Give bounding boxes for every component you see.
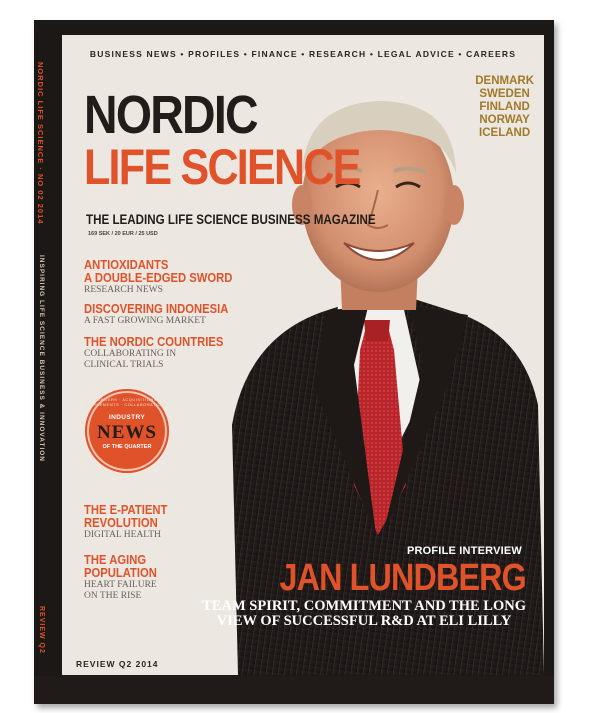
country-item: NORWAY <box>479 114 530 126</box>
spine-tagline: INSPIRING LIFE SCIENCE BUSINESS & INNOVATION <box>38 255 45 462</box>
masthead-line2: LIFE SCIENCE <box>84 139 360 195</box>
profile-name: JAN LUNDBERG <box>279 557 526 599</box>
headline-title: A DOUBLE-EDGED SWORD <box>84 271 233 285</box>
country-item: ICELAND <box>479 127 531 139</box>
headline-subtitle: DIGITAL HEALTH <box>84 530 161 540</box>
country-item: FINLAND <box>479 101 530 113</box>
badge-ring-text: MERGERS · ACQUISITIONS · AGREEMENTS · COLLABORATIONS <box>86 397 168 407</box>
badge-bottom-text: OF THE QUARTER <box>102 444 152 450</box>
headline-title: ANTIOXIDANTS <box>84 258 169 272</box>
country-item: SWEDEN <box>479 88 530 100</box>
headline-subtitle: ON THE RISE <box>84 590 142 601</box>
masthead-line1: NORDIC <box>84 85 257 145</box>
headline-title: THE NORDIC COUNTRIES <box>84 335 224 349</box>
profile-subtitle-line: VIEW OF SUCCESSFUL R&D AT ELI LILLY <box>216 613 512 629</box>
cover-headline <box>84 259 249 296</box>
headline-title: DISCOVERING INDONESIA <box>84 302 229 316</box>
country-item: DENMARK <box>475 75 534 87</box>
headline-title: REVOLUTION <box>84 516 158 530</box>
headline-subtitle: RESEARCH NEWS <box>84 285 163 295</box>
magazine-cover <box>62 35 544 675</box>
spine-issue: REVIEW Q2 <box>38 606 45 654</box>
cover-headline <box>84 504 177 541</box>
spine-title: NORDIC LIFE SCIENCE · NO 02 2014 <box>36 62 45 225</box>
headline-title: THE AGING <box>84 553 147 567</box>
profile-subtitle <box>202 599 526 629</box>
country-list <box>475 75 534 140</box>
magazine-bottom-edge <box>34 676 554 704</box>
issue-label: REVIEW Q2 2014 <box>76 659 159 669</box>
section-nav: BUSINESS NEWS • PROFILES • FINANCE • RESEARCH • LEGAL ADVICE • CAREERS <box>89 49 517 59</box>
badge-top-text: INDUSTRY <box>108 414 146 421</box>
industry-news-badge <box>85 389 169 473</box>
badge-main-text: NEWS <box>97 422 157 443</box>
headline-subtitle: CLINICAL TRIALS <box>84 359 164 370</box>
headline-subtitle: A FAST GROWING MARKET <box>84 316 206 326</box>
profile-interview-label: PROFILE INTERVIEW <box>406 545 522 557</box>
cover-headline <box>84 303 244 327</box>
headline-subtitle: COLLABORATING IN <box>84 349 177 359</box>
headline-title: POPULATION <box>84 566 157 580</box>
masthead-tagline: THE LEADING LIFE SCIENCE BUSINESS MAGAZINE <box>86 212 376 227</box>
profile-subtitle-line: TEAM SPIRIT, COMMITMENT AND THE LONG <box>202 598 526 614</box>
headline-subtitle: HEART FAILURE <box>84 580 157 590</box>
cover-headline <box>84 336 239 370</box>
cover-price: 169 SEK / 20 EUR / 25 USD <box>88 231 158 237</box>
headline-title: THE E-PATIENT <box>84 503 168 517</box>
cover-headline <box>84 554 165 601</box>
